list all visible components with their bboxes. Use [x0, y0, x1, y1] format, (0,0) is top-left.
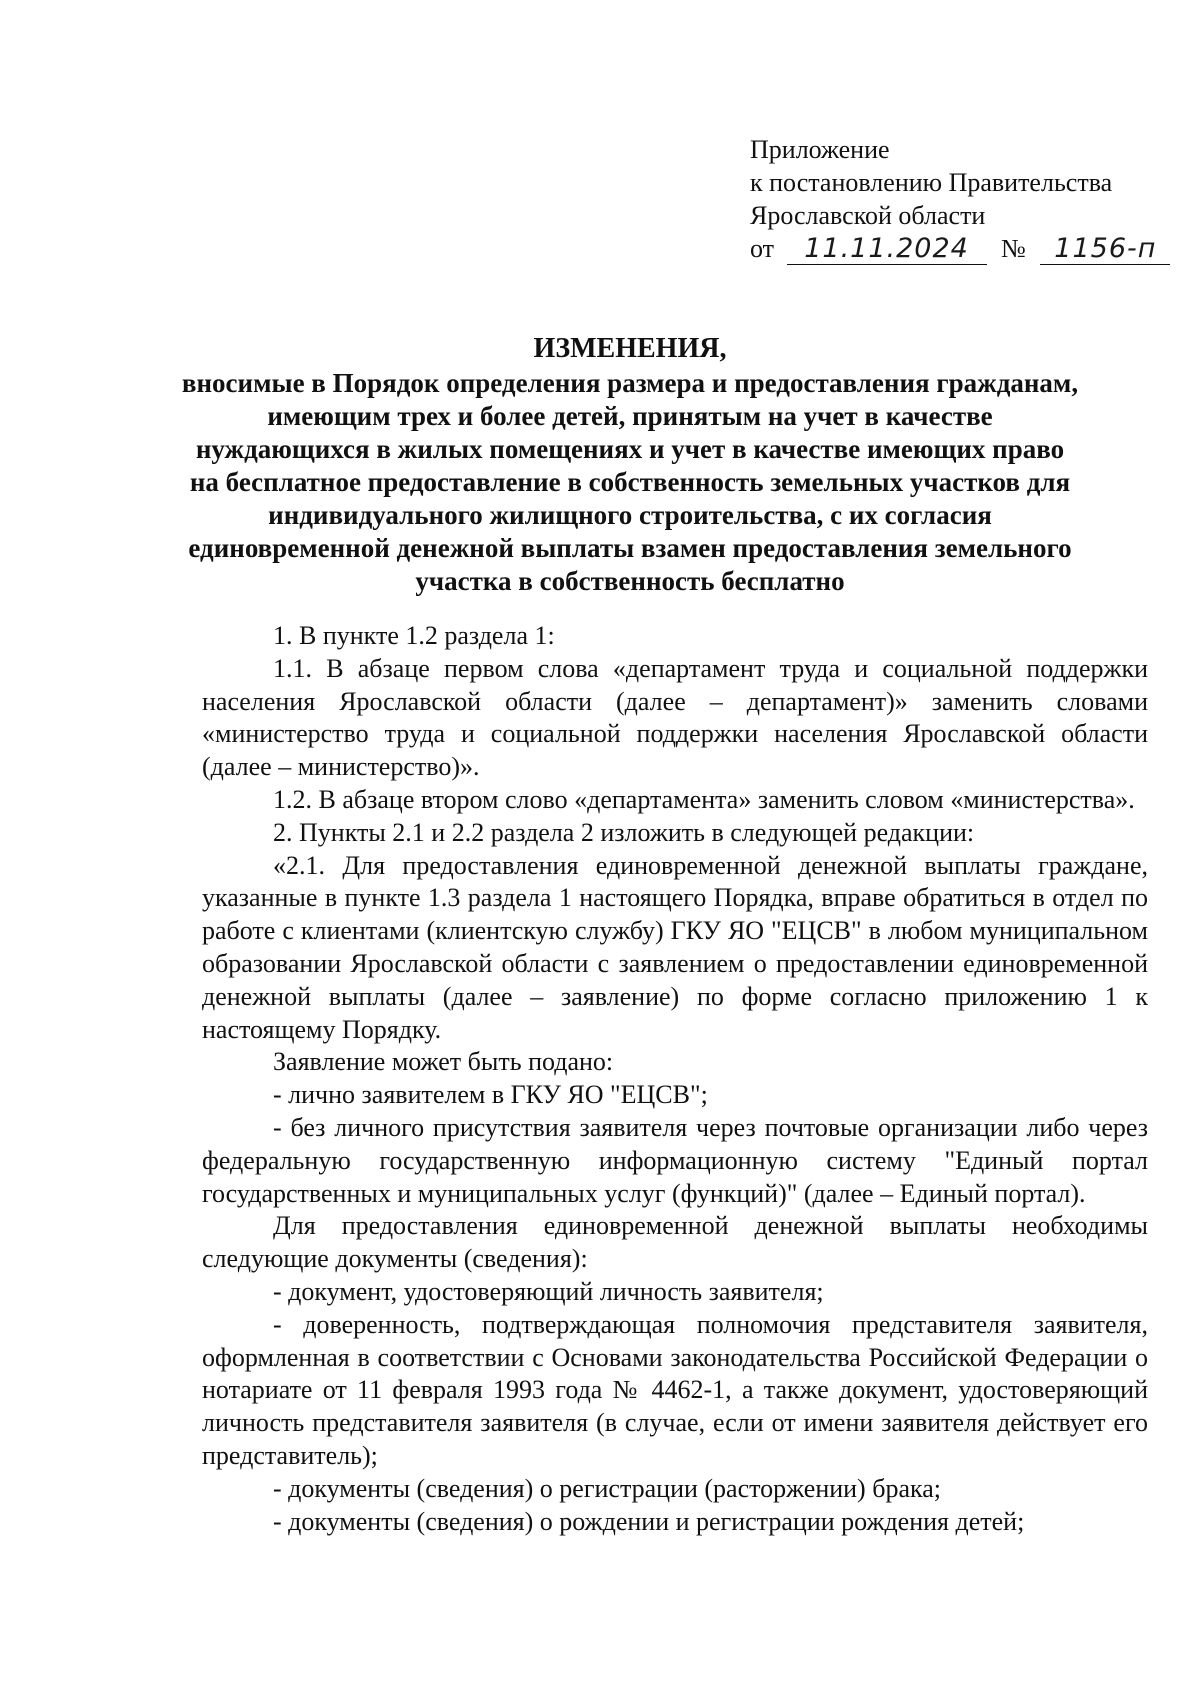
paragraph: 1. В пункте 1.2 раздела 1:	[273, 621, 555, 650]
title-line: индивидуального жилищного строительства, с их согласия	[268, 500, 992, 530]
appendix-block	[750, 133, 1170, 265]
appendix-label: Приложение	[750, 135, 890, 164]
paragraph: Заявление может быть подано:	[273, 1047, 614, 1077]
paragraph: - документы (сведения) о регистрации (расторжении) брака;	[273, 1473, 941, 1503]
handwritten-number: 1156-п	[1040, 234, 1170, 265]
paragraph: - лично заявителем в ГКУ ЯО "ЕЦСВ";	[273, 1080, 708, 1110]
title-heading: ИЗМЕНЕНИЯ,	[533, 333, 727, 364]
paragraph: 1.1. В абзаце первом слова «департамент труда и социальной поддержки населения Ярославской области (далее – департамент)» заменить словами «министерство труда и социальной поддержки населения Ярославской области (далее – министерство)».	[202, 653, 1148, 782]
paragraph: 2. Пункты 2.1 и 2.2 раздела 2 изложить в следующей редакции:	[273, 817, 975, 847]
appendix-region: Ярославской области	[750, 201, 986, 230]
appendix-resolution: к постановлению Правительства	[750, 168, 1113, 197]
document-title	[180, 332, 1080, 598]
title-line: вносимые в Порядок определения размера и предоставления гражданам,	[181, 368, 1079, 398]
title-line: нуждающихся в жилых помещениях и учет в качестве имеющих право	[195, 434, 1065, 464]
paragraph: - без личного присутствия заявителя через почтовые организации либо через федеральную государственную информационную систему "Единый портал государственных и муниципальных услуг (функций)" (далее – Единый портал).	[202, 1112, 1148, 1208]
title-line: имеющим трех и более детей, принятым на учет в качестве	[267, 401, 993, 431]
title-line: участка в собственность бесплатно	[415, 566, 845, 596]
appendix-date-number-line	[750, 232, 1170, 265]
paragraph: Для предоставления единовременной денежной выплаты необходимы следующие документы (сведения):	[202, 1211, 1148, 1274]
paragraph: «2.1. Для предоставления единовременной денежной выплаты граждане, указанные в пункте 1.3 раздела 1 настоящего Порядка, вправе обратиться в отдел по работе с клиентами (клиентскую службу) ГКУ ЯО "ЕЦСВ" в любом муниципальном образовании Ярославской области с заявлением о предоставлении единовременной денежной выплаты (далее – заявление) по форме согласно приложению 1 к настоящему Порядку.	[202, 850, 1148, 1044]
date-prefix: от	[750, 234, 775, 263]
handwritten-date: 11.11.2024	[787, 234, 987, 265]
paragraph: - документ, удостоверяющий личность заявителя;	[273, 1276, 824, 1306]
paragraph: - документы (сведения) о рождении и регистрации рождения детей;	[273, 1506, 1025, 1536]
number-prefix: №	[1001, 234, 1026, 263]
title-line: на бесплатное предоставление в собственность земельных участков для	[189, 467, 1071, 497]
paragraph: 1.2. В абзаце втором слово «департамента» заменить словом «министерства».	[273, 784, 1135, 814]
document-body	[202, 620, 1148, 1538]
paragraph: - доверенность, подтверждающая полномочия представителя заявителя, оформленная в соответствии с Основами законодательства Российской Федерации о нотариате от 11 февраля 1993 года № 4462-1, а также документ, удостоверяющий личность представителя заявителя (в случае, если от имени заявителя действует его представитель);	[202, 1309, 1148, 1470]
title-line: единовременной денежной выплаты взамен предоставления земельного	[188, 533, 1072, 563]
